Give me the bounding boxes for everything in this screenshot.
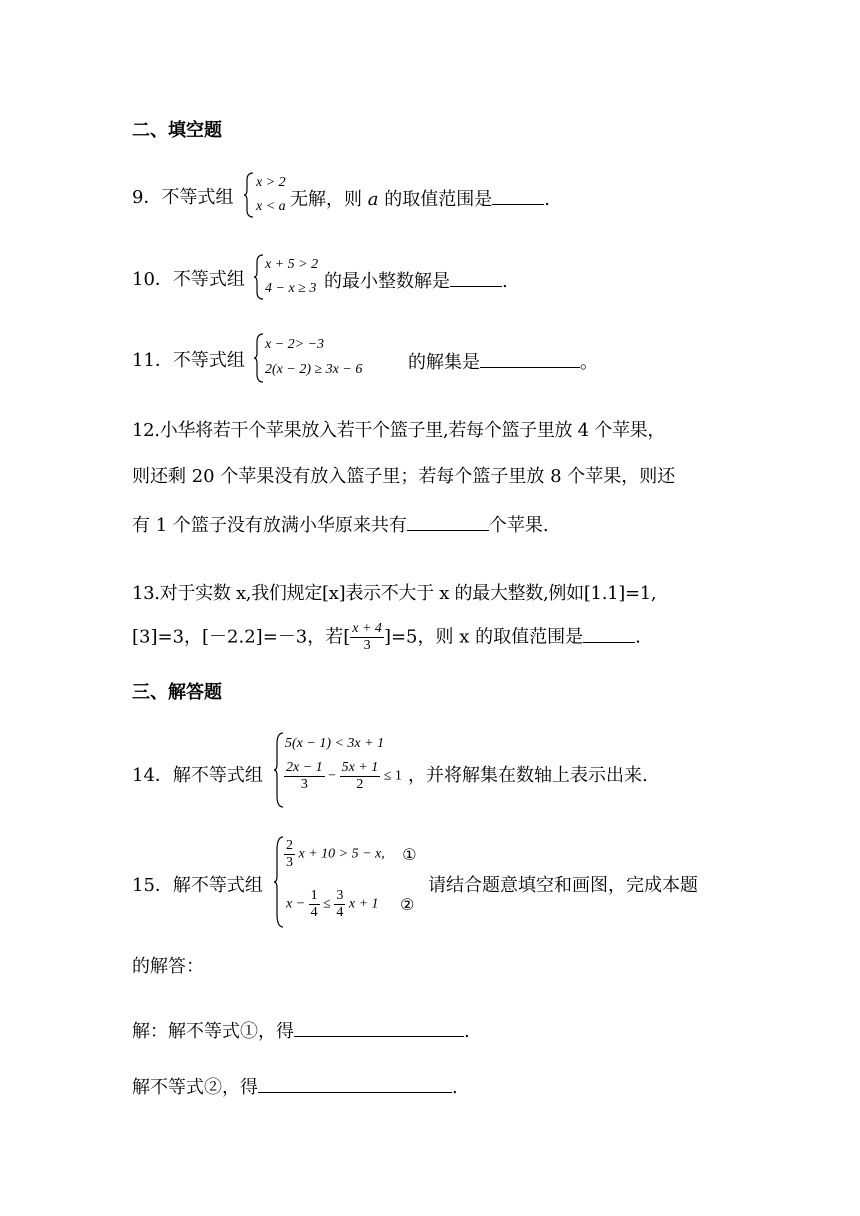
q11-brace <box>253 333 265 383</box>
q15-r1-mark: ① <box>402 846 417 864</box>
q15-sol1-pre: 解：解不等式①，得 <box>132 1021 294 1042</box>
q14-frac-2-num: 5x + 1 <box>341 760 379 775</box>
q11-prefix: 11．不等式组 <box>132 350 245 371</box>
q13-answer-blank[interactable] <box>583 624 635 643</box>
q15-solution-1 <box>132 1018 470 1044</box>
q13-frac-den: 3 <box>363 638 371 653</box>
q15-r2-den: 4 <box>310 905 318 920</box>
q10-post: 的最小整数解是 <box>324 271 450 292</box>
q15-sol1-blank[interactable] <box>294 1018 464 1037</box>
q14-suffix: ，并将解集在数轴上表示出来. <box>408 765 648 786</box>
q10-suffix <box>324 268 508 294</box>
q15-r2-den2: 4 <box>336 905 344 920</box>
q15-line-2: 的解答： <box>132 956 204 977</box>
q11-row-1: x − 2> −3 <box>265 337 325 352</box>
q15-row-1 <box>284 838 417 871</box>
q15-r2-le: ≤ <box>323 896 331 912</box>
q9-end: . <box>544 189 550 210</box>
q15-suffix: 请结合题意填空和画图，完成本题 <box>428 875 698 896</box>
q11-answer-blank[interactable] <box>480 349 580 368</box>
q15-r2-rest: x + 1 <box>348 896 379 912</box>
q15-r2-frac-2 <box>334 888 345 921</box>
q15-sol1-end: . <box>464 1021 470 1042</box>
section-title-answer: 三、解答题 <box>132 682 222 703</box>
q15-r1-num: 2 <box>286 838 293 853</box>
q15-sol2-pre: 解不等式②，得 <box>132 1077 258 1098</box>
q9-row-1: x > 2 <box>256 175 286 190</box>
q15-solution-2 <box>132 1074 458 1100</box>
q9-suffix <box>290 186 550 212</box>
q9-prefix: 9．不等式组 <box>132 187 234 208</box>
q9-answer-blank[interactable] <box>492 186 544 205</box>
q14-prefix: 14．解不等式组 <box>132 765 263 786</box>
q14-frac-1 <box>284 760 325 793</box>
q12-line-2: 则还剩 20 个苹果没有放入篮子里；若每个篮子里放 8 个苹果，则还 <box>132 466 676 487</box>
q13-line-2 <box>132 621 641 654</box>
q13-line-2-pre: [3]=3，[－2.2]=－3，若[ <box>132 626 351 648</box>
section-title-fill: 二、填空题 <box>132 120 222 141</box>
q13-line-2-post: ]=5，则 x 的取值范围是 <box>383 626 584 648</box>
q13-fraction <box>350 621 384 654</box>
q11-row-2: 2(x − 2) ≥ 3x − 6 <box>265 362 363 377</box>
q15-r2-num: 1 <box>310 888 318 903</box>
q15-r2-frac-1 <box>309 888 320 921</box>
q9-post-a: 无解，则 <box>290 189 368 210</box>
q12-line-3 <box>132 512 549 538</box>
q15-row-2 <box>286 888 414 921</box>
q10-end: . <box>502 271 508 292</box>
q15-sol2-blank[interactable] <box>258 1074 452 1093</box>
q15-prefix: 15．解不等式组 <box>132 875 263 896</box>
q14-frac-2 <box>340 760 381 793</box>
q14-frac-1-den: 3 <box>300 777 308 792</box>
q12-answer-blank[interactable] <box>407 512 489 531</box>
q15-r2-num2: 3 <box>336 888 344 903</box>
q11-end: 。 <box>580 352 598 373</box>
q13-line-1: 13.对于实数 x,我们规定[x]表示不大于 x 的最大整数,例如[1.1]=1, <box>132 583 657 604</box>
q11-suffix <box>408 349 598 375</box>
q14-tail: ≤ 1 <box>383 768 402 784</box>
q13-end: . <box>635 626 641 648</box>
q15-r1-frac <box>284 838 295 871</box>
q9-brace <box>243 172 255 218</box>
q15-r1-rest: x + 10 > 5 − x, <box>298 846 385 862</box>
q14-minus: − <box>328 768 337 784</box>
q15-r2-mark: ② <box>400 896 415 914</box>
q10-prefix: 10．不等式组 <box>132 269 245 290</box>
q15-r1-den: 3 <box>286 855 293 870</box>
q11-post: 的解集是 <box>408 352 480 373</box>
q15-sol2-end: . <box>452 1077 458 1098</box>
q9-row-2: x < a <box>256 199 286 214</box>
q10-row-2: 4 − x ≥ 3 <box>265 281 317 296</box>
q14-frac-1-num: 2x − 1 <box>286 760 323 775</box>
q14-row-1: 5(x − 1) < 3x + 1 <box>285 736 385 751</box>
q10-answer-blank[interactable] <box>450 268 502 287</box>
q12-line-3-pre: 有 1 个篮子没有放满小华原来共有 <box>132 515 407 536</box>
q14-frac-2-den: 2 <box>356 777 364 792</box>
q12-line-1: 12.小华将若干个苹果放入若干个篮子里,若每个篮子里放 4 个苹果， <box>132 420 666 441</box>
q14-row-2 <box>284 760 402 793</box>
q13-frac-num: x + 4 <box>352 621 382 636</box>
q10-row-1: x + 5 > 2 <box>265 257 319 272</box>
q9-post-b: 的取值范围是 <box>378 189 493 210</box>
q12-line-3-post: 个苹果. <box>488 515 549 536</box>
q10-brace <box>253 254 265 300</box>
q15-r2-x: x − <box>286 896 306 912</box>
q9-var: a <box>367 189 379 210</box>
